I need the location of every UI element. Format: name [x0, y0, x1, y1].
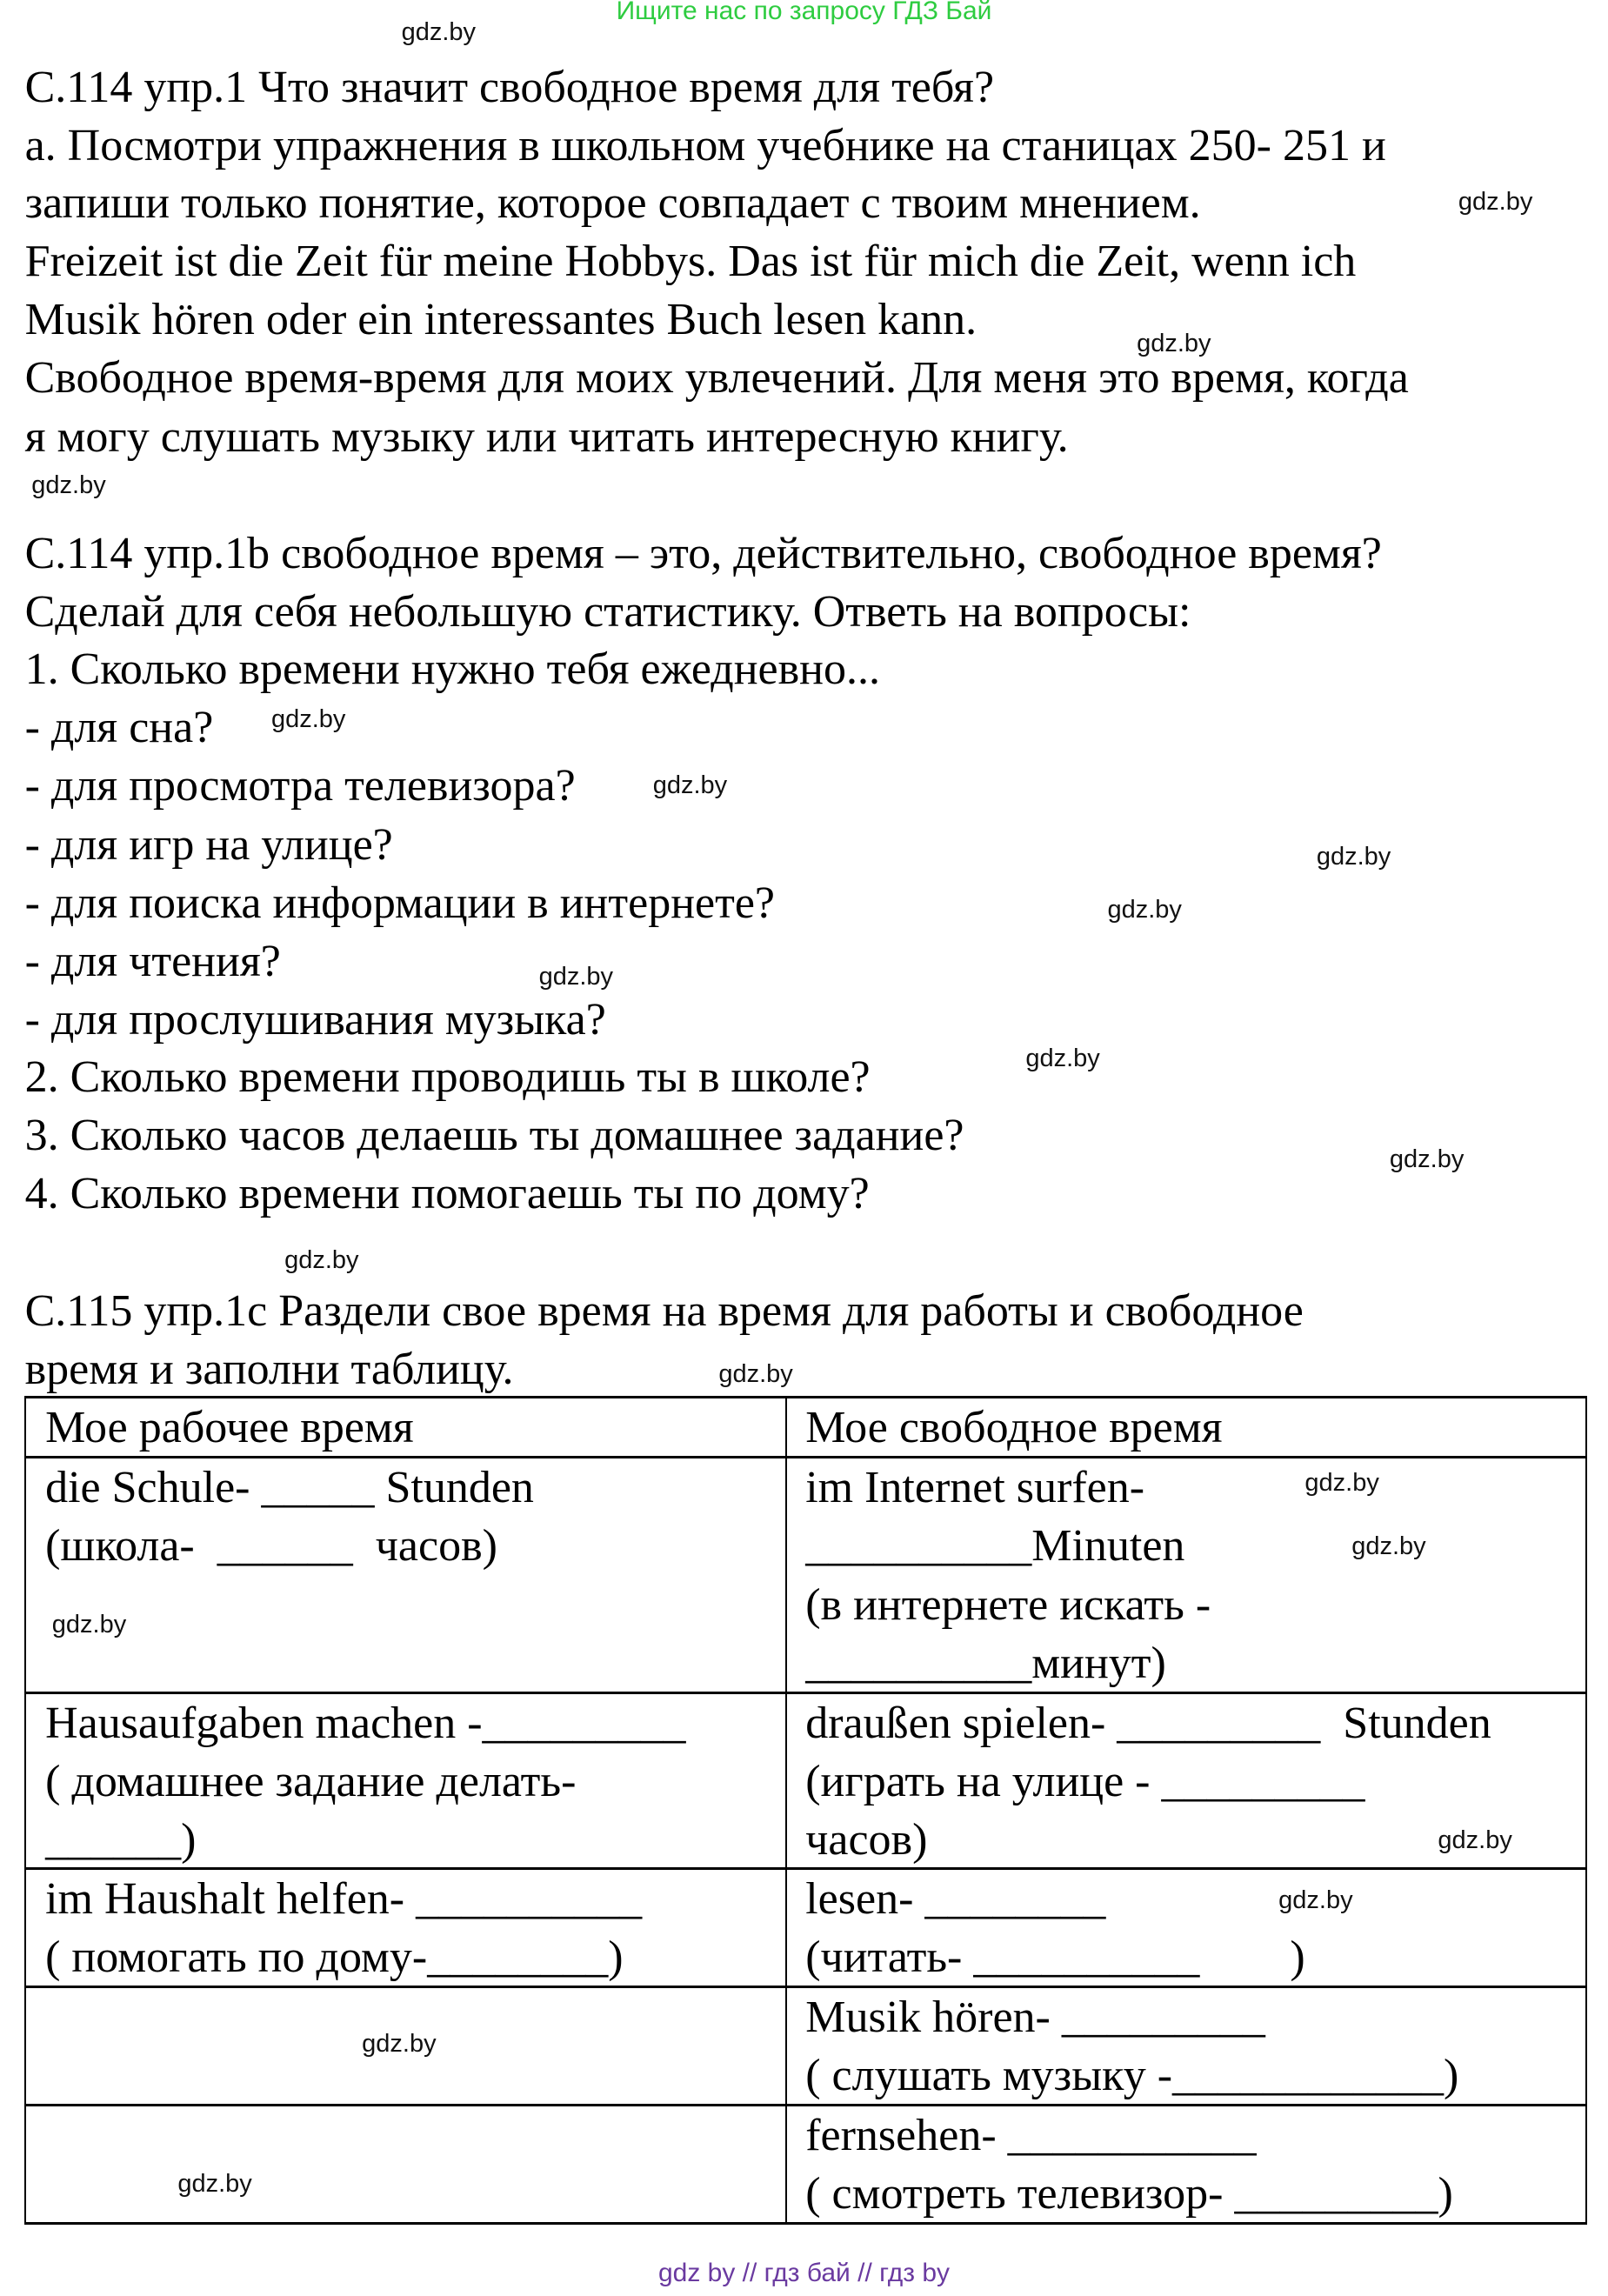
table-cell-work: (школа- ______ часов)	[45, 1521, 497, 1572]
table-cell-free: (играть на улице - _________	[805, 1757, 1365, 1807]
table-cell-free: (читать- __________ )	[805, 1932, 1305, 1982]
table-border-left	[24, 1396, 26, 2222]
table-cell-free: draußen spielen- _________ Stunden	[805, 1698, 1491, 1748]
watermark: gdz.by	[51, 1610, 127, 1639]
text-line: - для сна?	[24, 703, 214, 753]
watermark: gdz.by	[1278, 1886, 1353, 1915]
table-cell-work: ( домашнее задание делать-	[45, 1757, 577, 1807]
text-line: - для просмотра телевизора?	[24, 761, 576, 811]
table-cell-free: __________Minuten	[805, 1521, 1185, 1572]
text-line: Свободное время-время для моих увлечений. Для меня это время, когда	[24, 353, 1409, 404]
watermark: gdz.by	[270, 705, 346, 734]
table-cell-free: ( слушать музыку -____________)	[805, 2051, 1459, 2101]
table-header-free: Мое свободное время	[805, 1403, 1223, 1453]
watermark: gdz.by	[284, 1246, 359, 1275]
watermark: gdz.by	[1389, 1145, 1465, 1174]
watermark: gdz.by	[177, 2170, 252, 2199]
table-cell-work: ______)	[45, 1815, 197, 1866]
text-line: - для прослушивания музыка?	[24, 995, 606, 1045]
table-cell-free: ( смотреть телевизор- _________)	[805, 2169, 1453, 2219]
text-line: Сделай для себя небольшую статистику. Ответь на вопросы:	[24, 587, 1191, 637]
text-line: Musik hören oder ein interessantes Buch lesen kann.	[24, 295, 977, 345]
watermark: gdz.by	[1025, 1045, 1100, 1073]
watermark: gdz.by	[1438, 1826, 1512, 1855]
table-cell-work: die Schule- _____ Stunden	[45, 1463, 534, 1513]
text-line: 3. Сколько часов делаешь ты домашнее задание?	[24, 1111, 964, 1161]
watermark: gdz.by	[1351, 1532, 1426, 1561]
exercise-heading: С.115 упр.1с Раздели свое время на время для работы и свободное	[24, 1285, 1304, 1336]
table-border-right	[1585, 1396, 1587, 2222]
exercise-heading: С.114 упр.1 Что значит свободное время для тебя?	[24, 62, 995, 112]
table-cell-free: часов)	[805, 1815, 928, 1866]
table-row-divider	[24, 1396, 1587, 1398]
text-line: время и заполни таблицу.	[24, 1345, 514, 1395]
text-line: я могу слушать музыку или читать интересную книгу.	[24, 411, 1069, 462]
table-column-divider	[785, 1396, 787, 2222]
exercise-heading: С.114 упр.1b свободное время – это, действительно, свободное время?	[24, 529, 1382, 579]
table-cell-work: ( помогать по дому-________)	[45, 1932, 624, 1982]
table-header-work: Мое рабочее время	[45, 1403, 414, 1453]
header-banner[interactable]: Ищите нас по запросу ГДЗ Бай	[616, 0, 992, 25]
text-line: а. Посмотри упражнения в школьном учебнике на станицах 250- 251 и	[24, 121, 1386, 171]
text-line: - для поиска информации в интернете?	[24, 878, 775, 928]
text-line: 1. Сколько времени нужно тебя ежедневно...	[24, 644, 880, 694]
watermark: gdz.by	[652, 771, 728, 799]
table-cell-free: fernsehen- ___________	[805, 2110, 1257, 2160]
text-line: Freizeit ist die Zeit für meine Hobbys. Das ist für mich die Zeit, wenn ich	[24, 236, 1357, 286]
watermark: gdz.by	[1304, 1468, 1379, 1497]
text-line: - для чтения?	[24, 937, 281, 987]
table-cell-free: im Internet surfen-	[805, 1463, 1145, 1513]
text-line: - для игр на улице?	[24, 819, 393, 870]
text-line: запиши только понятие, которое совпадает с твоим мнением.	[24, 177, 1201, 228]
watermark: gdz.by	[538, 962, 614, 991]
table-cell-work: im Haushalt helfen- __________	[45, 1873, 643, 1924]
footer-banner[interactable]: gdz by // гдз бай // гдз by	[657, 2259, 951, 2287]
watermark: gdz.by	[1316, 843, 1391, 871]
watermark: gdz.by	[1458, 187, 1533, 216]
watermark: gdz.by	[1137, 330, 1211, 358]
text-line: 2. Сколько времени проводишь ты в школе?	[24, 1051, 871, 1102]
watermark: gdz.by	[718, 1360, 793, 1389]
watermark: gdz.by	[31, 471, 106, 500]
table-cell-free: __________минут)	[805, 1638, 1166, 1688]
watermark: gdz.by	[1107, 895, 1182, 924]
watermark: gdz.by	[401, 17, 477, 46]
text-line: 4. Сколько времени помогаешь ты по дому?	[24, 1169, 870, 1219]
table-cell-free: lesen- ________	[805, 1873, 1106, 1924]
table-cell-free: Musik hören- _________	[805, 1992, 1265, 2042]
table-cell-work: Hausaufgaben machen -_________	[45, 1698, 686, 1748]
watermark: gdz.by	[362, 2030, 437, 2059]
table-cell-free: (в интернете искать -	[805, 1579, 1211, 1630]
